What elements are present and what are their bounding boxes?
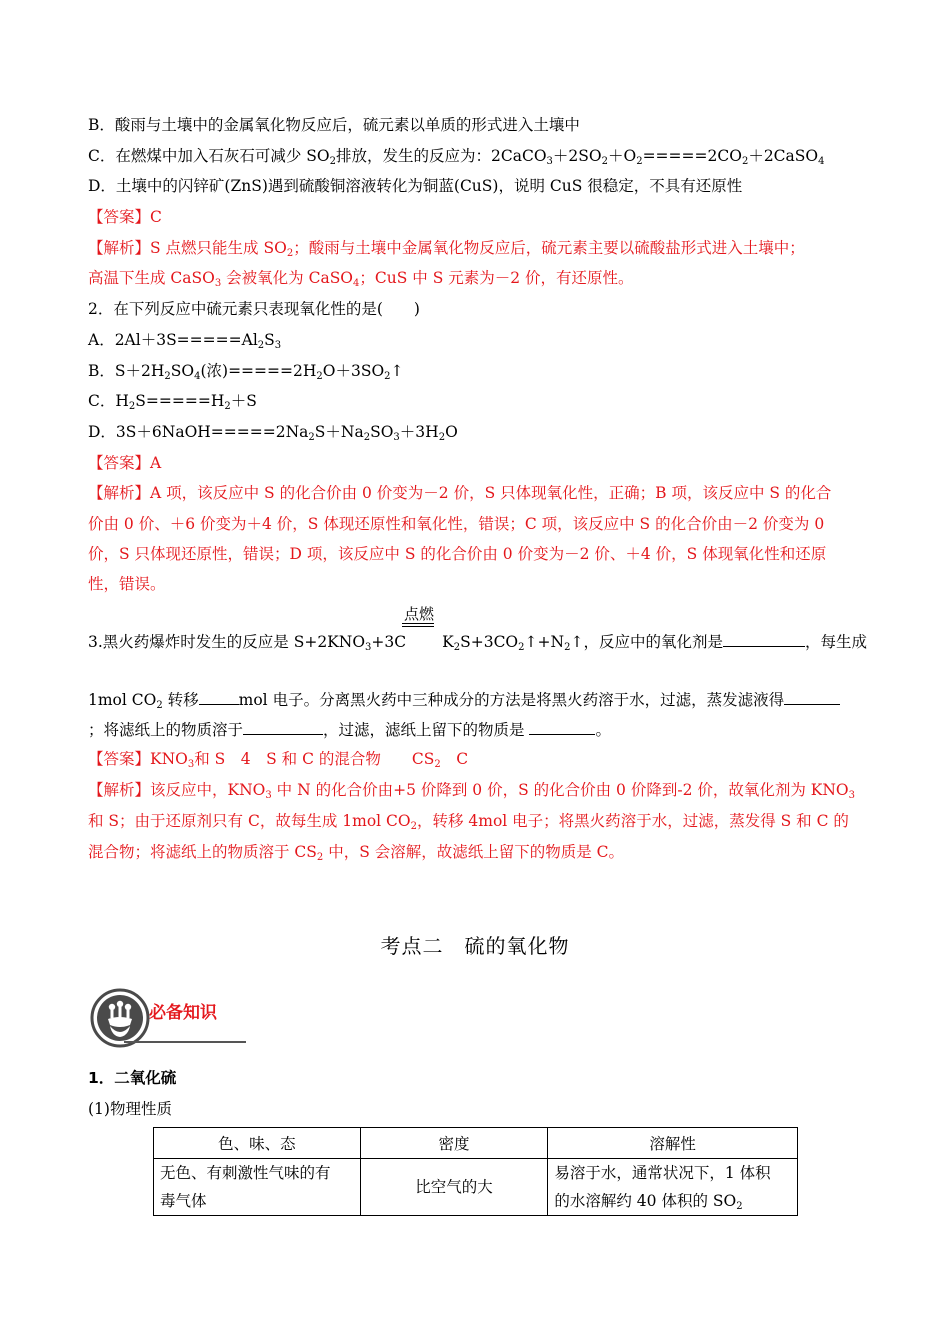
table-row <box>154 1159 798 1216</box>
blank-filtrate[interactable] <box>784 689 840 705</box>
q3-explanation-line3: 混合物；将滤纸上的物质溶于 $CS_2$ 中，S 会溶解，故滤纸上留下的物质是 C。 <box>88 843 625 863</box>
q1-option-c: C．在燃煤中加入石灰石可减少 $SO_2$排放，发生的反应为：$2CaCO_3+2SO_2+O_2=====2CO_2+2CaSO_4$ <box>88 147 825 167</box>
q3-stem-line2: 1mol $CO_2$ 转移 mol 电子。分离黑火药中三种成分的方法是将黑火药溶于水，过滤，蒸发滤液得 <box>88 689 840 710</box>
q2-option-c: C．$H_2S=====H_2+S$ <box>88 392 257 412</box>
q2-stem: 2．在下列反应中硫元素只表现氧化性的是( ) <box>88 300 420 318</box>
q2-option-b: B．$S+2H_2SO_4$(浓)$=====2H_2O+3SO_2↑$ <box>88 362 404 382</box>
blank-residue[interactable] <box>529 719 595 735</box>
q2-explanation-line3: 价，S 只体现还原性，错误；D 项，该反应中 S 的化合价由 0 价变为－2 价、＋4 价，S 体现氧化性和还原 <box>88 545 827 563</box>
header-color-odor-state: 色、味、态 <box>154 1128 361 1159</box>
subheading-physical-properties: (1)物理性质 <box>88 1100 172 1118</box>
q3-stem-line3: ；将滤纸上的物质溶于 ，过滤，滤纸上留下的物质是 。 <box>88 721 611 739</box>
q2-explanation-line2: 价由 0 价、＋6 价变为＋4 价，S 体现还原性和氧化性，错误；C 项，该反应中 S 的化合价由－2 价变为 0 <box>88 515 825 533</box>
q1-explanation-line1: 【解析】S 点燃只能生成 $SO_2$；酸雨与土壤中金属氧化物反应后，硫元素主要以硫酸盐形式进入土壤中； <box>88 239 805 259</box>
q1-option-b: B．酸雨与土壤中的金属氧化物反应后，硫元素以单质的形式进入土壤中 <box>88 116 580 134</box>
q2-explanation-line1: 【解析】A 项，该反应中 S 的化合价由 0 价变为－2 价，S 只体现氧化性，正确；B 项，该反应中 S 的化合 <box>88 484 832 502</box>
q3-explanation-line2: 和 S；由于还原剂只有 C，故每生成 1mol $CO_2$，转移 4mol 电子；将黑火药溶于水，过滤，蒸发得 S 和 C 的 <box>88 812 849 832</box>
reaction-equals-bar <box>402 623 434 627</box>
q3-answer: 【答案】$KNO_3$和 S 4 S 和 C 的混合物 $CS_2$ C <box>88 750 469 770</box>
q2-explanation-line4: 性，错误。 <box>88 575 166 593</box>
q1-explanation-line2: 高温下生成 CaSO$_3$ 会被氧化为 CaSO$_4$；CuS 中 S 元素为－2 价，有还原性。 <box>88 269 634 289</box>
q2-option-a: A．$2Al+3S=====Al_2S_3$ <box>88 331 282 351</box>
subheading-so2: 1．二氧化硫 <box>88 1069 177 1087</box>
knowledge-badge-icon <box>90 988 150 1048</box>
q2-option-d: D．$3S+6NaOH=====2Na_2S+Na_2SO_3+3H_2O$ <box>88 423 458 443</box>
table-header-row <box>154 1128 798 1159</box>
cell-density: 比空气的大 <box>360 1159 548 1216</box>
q3-stem-line1: 3.黑火药爆炸时发生的反应是 $S+2KNO_3+3C$ $K_2S+3CO_2↑+N_2↑$，反应中的氧化剂是 ，每生成 <box>88 633 867 653</box>
header-density: 密度 <box>360 1128 548 1159</box>
properties-table <box>153 1127 798 1216</box>
cell-solubility: 易溶于水，通常状况下，1 体积 的水溶解约 40 体积的 $SO_2$ <box>548 1159 798 1216</box>
q1-option-d: D．土壤中的闪锌矿(ZnS)遇到硫酸铜溶液转化为铜蓝(CuS)，说明 CuS 很稳定，不具有还原性 <box>88 177 743 195</box>
blank-solvent[interactable] <box>243 719 323 735</box>
q3-explanation-line1: 【解析】该反应中，$KNO_3$ 中 N 的化合价由+5 价降到 0 价，S 的化合价由 0 价降到-2 价，故氧化剂为 $KNO_3$ <box>88 781 856 801</box>
reaction-condition: 点燃 <box>404 605 435 623</box>
section-title: 考点二 硫的氧化物 <box>380 934 570 958</box>
header-solubility: 溶解性 <box>548 1128 798 1159</box>
blank-oxidant[interactable] <box>723 631 805 647</box>
cell-color-odor-state: 无色、有刺激性气味的有 毒气体 <box>154 1159 361 1216</box>
q1-answer: 【答案】C <box>88 208 162 226</box>
q2-answer: 【答案】A <box>88 454 162 472</box>
blank-electrons[interactable] <box>199 689 239 705</box>
badge-label: 必备知识 <box>149 1003 217 1023</box>
badge-underline <box>124 1041 246 1043</box>
